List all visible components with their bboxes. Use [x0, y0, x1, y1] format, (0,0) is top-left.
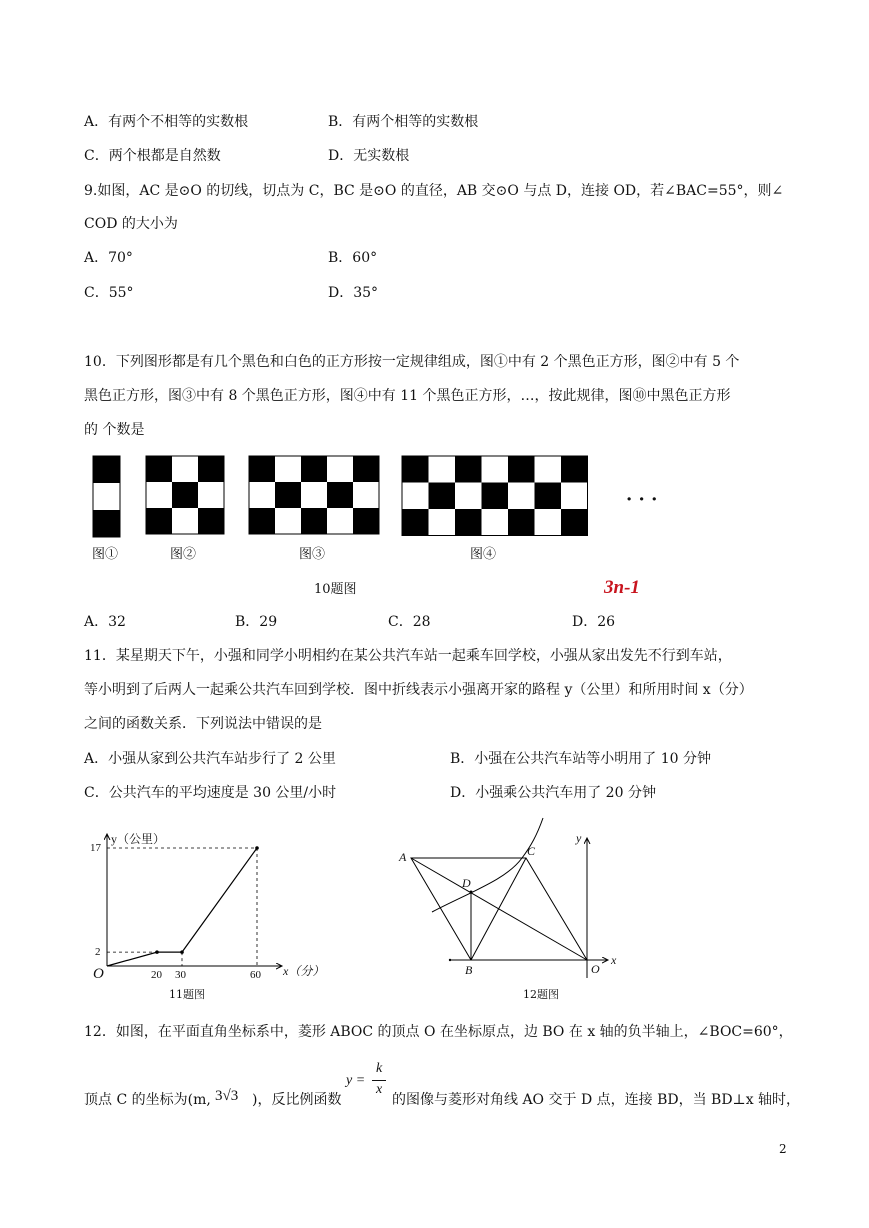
- fig4-label: 图④: [470, 546, 497, 561]
- fig11-x-label: x（分）: [283, 964, 325, 978]
- fig12-label-b: B: [465, 963, 473, 977]
- fig3-label: 图③: [299, 546, 326, 561]
- q11-stem-line3: 之间的函数关系．下列说法中错误的是: [84, 716, 322, 732]
- fig12-diagonal-bc: [471, 858, 526, 960]
- q11-option-c: C．公共汽车的平均速度是 30 公里/小时: [84, 785, 337, 801]
- q12-stem-line2-mid: )，反比例函数: [252, 1092, 342, 1108]
- q9-option-c: C．55°: [84, 285, 134, 301]
- q12-function-y: y =: [346, 1073, 366, 1088]
- q12-stem-line2-end: 的图像与菱形对角线 AO 交于 D 点，连接 BD，当 BD⊥x 轴时，: [392, 1092, 801, 1108]
- q9-option-a: A．70°: [84, 250, 133, 266]
- q10-stem-line1: 10．下列图形都是有几个黑色和白色的正方形按一定规律组成，图①中有 2 个黑色正方形，图②中有 5 个: [84, 354, 740, 370]
- handwritten-answer-note: 3n-1: [604, 577, 640, 598]
- fig11-y-label: y（公里）: [111, 832, 166, 846]
- fig2-label: 图②: [170, 546, 197, 561]
- fig11-caption: 11题图: [169, 988, 205, 1001]
- q11-option-d: D．小强乘公共汽车用了 20 分钟: [450, 785, 656, 801]
- q9-option-b: B．60°: [328, 250, 378, 266]
- q10-option-a: A．32: [84, 614, 126, 630]
- fig11-y-tick-2: 2: [95, 946, 101, 958]
- q10-stem-line2: 黑色正方形，图③中有 8 个黑色正方形，图④中有 11 个黑色正方形，…，按此规律，图⑩中黑色正方形: [84, 388, 731, 404]
- q8-option-a: A．有两个不相等的实数根: [84, 114, 249, 130]
- fig12-label-o: O: [591, 962, 600, 976]
- q12-function-denominator: x: [376, 1082, 383, 1097]
- q8-option-c: C．两个根都是自然数: [84, 148, 221, 164]
- q8-option-d: D．无实数根: [328, 148, 410, 164]
- q9-option-d: D．35°: [328, 285, 379, 301]
- fig11-origin-label: O: [93, 966, 104, 982]
- fig12-label-y: y: [576, 831, 582, 845]
- q12-fraction-bar: [372, 1080, 386, 1081]
- q9-stem-line1: 9.如图，AC 是⊙O 的切线，切点为 C，BC 是⊙O 的直径，AB 交⊙O 与点 D，连接 OD，若∠BAC=55°，则∠: [84, 183, 784, 199]
- q12-function-numerator: k: [376, 1061, 383, 1076]
- fig1-label: 图①: [92, 546, 119, 561]
- q11-stem-line1: 11．某星期天下午，小强和同学小明相约在某公共汽车站一起乘车回学校，小强从家出发先不行到车站，: [84, 648, 732, 664]
- q11-option-b: B．小强在公共汽车站等小明用了 10 分钟: [450, 751, 712, 767]
- fig11-x-tick-20: 20: [151, 969, 162, 981]
- ellipsis: · · ·: [626, 489, 658, 510]
- fig12-label-x: x: [611, 953, 617, 967]
- q12-coordinate-value: 3√3: [215, 1088, 239, 1104]
- q11-option-a: A．小强从家到公共汽车站步行了 2 公里: [84, 751, 336, 767]
- q12-stem-line1: 12．如图，在平面直角坐标系中，菱形 ABOC 的顶点 O 在坐标原点，边 BO 在 x 轴的负半轴上，∠BOC=60°，: [84, 1024, 793, 1040]
- page-number: 2: [779, 1142, 787, 1156]
- fig12-label-a: A: [399, 850, 407, 864]
- fig12-hyperbola: [432, 818, 543, 912]
- q11-stem-line2: 等小明到了后两人一起乘公共汽车回到学校．图中折线表示小强离开家的路程 y（公里）和所用时间 x（分）: [84, 682, 753, 698]
- q8-option-b: B．有两个相等的实数根: [328, 114, 479, 130]
- q10-figure-caption: 10题图: [314, 582, 357, 597]
- q10-stem-line3: 的 个数是: [84, 422, 145, 438]
- fig12-label-d: D: [462, 876, 471, 890]
- q10-option-d: D．26: [572, 614, 616, 630]
- fig12-label-c: C: [527, 844, 536, 858]
- q12-stem-line2-start: 顶点 C 的坐标为(m,: [84, 1092, 211, 1108]
- fig11-x-tick-30: 30: [175, 969, 186, 981]
- q10-option-c: C．28: [388, 614, 431, 630]
- fig12-caption: 12题图: [523, 988, 559, 1001]
- q9-stem-line2: COD 的大小为: [84, 216, 178, 232]
- fig11-x-tick-60: 60: [250, 969, 261, 981]
- fig11-y-tick-17: 17: [90, 842, 101, 854]
- q10-option-b: B．29: [235, 614, 278, 630]
